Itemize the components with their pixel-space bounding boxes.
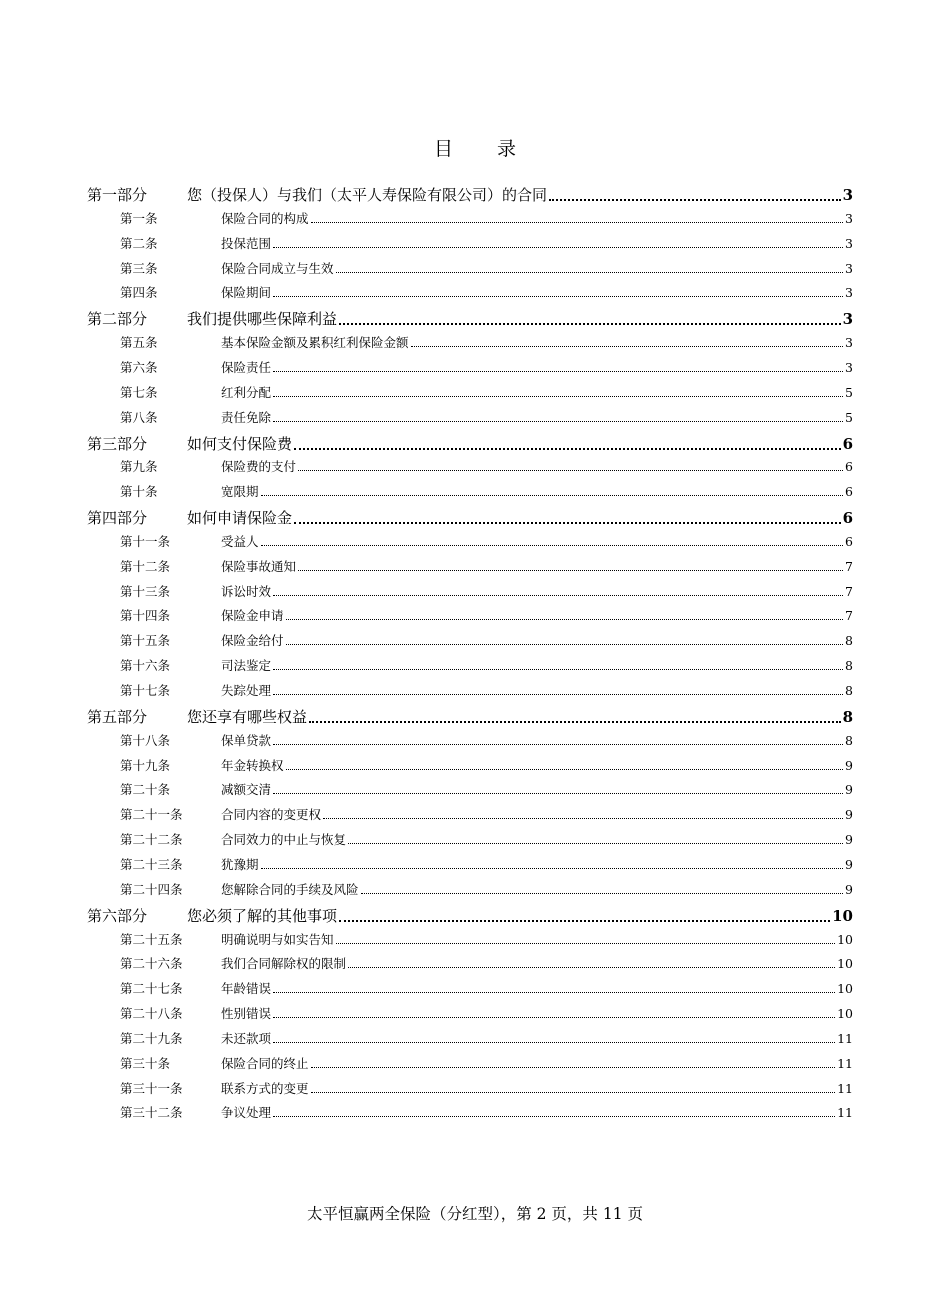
toc-article-entry[interactable] (120, 780, 853, 798)
toc-title-part1: 目 (433, 138, 453, 160)
toc-entry-page: 7 (845, 608, 853, 624)
toc-entry-number: 第二十二条 (120, 832, 183, 848)
dot-leader (549, 199, 841, 201)
toc-entry-number: 第一部分 (87, 186, 148, 204)
toc-entry-page: 7 (845, 583, 853, 599)
toc-article-entry[interactable] (120, 756, 853, 774)
toc-entry-page: 10 (837, 981, 853, 997)
toc-entry-page: 3 (845, 210, 853, 226)
toc-entry-page: 5 (845, 409, 853, 425)
toc-article-entry[interactable] (120, 557, 853, 575)
dot-leader (339, 323, 841, 325)
toc-entry-number: 第二十四条 (120, 881, 183, 897)
toc-entry-title: 联系方式的变更 (221, 1080, 309, 1096)
toc-entry-title: 保险金给付 (221, 633, 284, 649)
dot-leader (311, 1092, 836, 1093)
toc-entry-title: 争议处理 (221, 1105, 272, 1121)
toc-entry-page: 5 (845, 384, 853, 400)
toc-entry-title: 司法鉴定 (221, 658, 272, 674)
toc-entry-number: 第五部分 (87, 707, 148, 726)
toc-entry-page: 3 (842, 310, 853, 329)
toc-entry-number: 第二条 (120, 235, 158, 251)
toc-entry-number: 第二十七条 (120, 981, 183, 997)
toc-entry-number: 第四条 (120, 285, 158, 301)
toc-article-entry[interactable] (120, 358, 853, 376)
toc-entry-title: 您解除合同的手续及风险 (221, 881, 359, 897)
toc-article-entry[interactable] (120, 532, 853, 550)
toc-entry-title: 投保范围 (221, 235, 272, 251)
dot-leader (298, 470, 843, 471)
toc-article-entry[interactable] (120, 383, 853, 401)
toc-entry-title: 您还享有哪些权益 (187, 707, 308, 726)
toc-article-entry[interactable] (120, 805, 853, 823)
toc-article-entry[interactable] (120, 333, 853, 351)
toc-entry-title: 您（投保人）与我们（太平人寿保险有限公司）的合同 (187, 186, 548, 204)
toc-title (0, 134, 950, 161)
toc-entry-number: 第二十五条 (120, 931, 183, 947)
toc-entry-title: 年金转换权 (221, 757, 284, 773)
toc-entry-title: 未还款项 (221, 1030, 272, 1046)
toc-entry-page: 8 (845, 732, 853, 748)
dot-leader (286, 644, 844, 645)
toc-entry-number: 第七条 (120, 384, 158, 400)
toc-entry-title: 保险合同成立与生效 (221, 260, 334, 276)
toc-entry-title: 保险费的支付 (221, 459, 297, 475)
toc-article-entry[interactable] (120, 656, 853, 674)
toc-entry-page: 9 (845, 856, 853, 872)
toc-entry-page: 8 (842, 707, 853, 726)
toc-entry-number: 第六部分 (87, 906, 148, 925)
toc-entry-number: 第十四条 (120, 608, 171, 624)
toc-entry-page: 7 (845, 558, 853, 574)
dot-leader (273, 793, 843, 794)
dot-leader (273, 992, 835, 993)
toc-entry-page: 6 (842, 509, 853, 528)
toc-entry-title: 保险事故通知 (221, 558, 297, 574)
dot-leader (311, 1067, 836, 1068)
toc-entry-number: 第二十九条 (120, 1030, 183, 1046)
toc-entry-title: 保单贷款 (221, 732, 272, 748)
toc-entry-number: 第八条 (120, 409, 158, 425)
toc-entry-title: 合同效力的中止与恢复 (221, 832, 347, 848)
dot-leader (298, 570, 843, 571)
dot-leader (336, 943, 836, 944)
toc-entry-title: 责任免除 (221, 409, 272, 425)
toc-entry-page: 11 (837, 1080, 853, 1096)
toc-entry-number: 第十二条 (120, 558, 171, 574)
dot-leader (336, 272, 844, 273)
dot-leader (273, 1116, 835, 1117)
dot-leader (261, 495, 844, 496)
toc-article-entry[interactable] (120, 930, 853, 948)
dot-leader (294, 522, 841, 524)
toc-entry-title: 如何申请保险金 (187, 509, 293, 528)
toc-entry-page: 3 (845, 335, 853, 351)
toc-entry-number: 第九条 (120, 459, 158, 475)
toc-entry-number: 第四部分 (87, 509, 148, 528)
toc-entry-title: 合同内容的变更权 (221, 807, 322, 823)
toc-article-entry[interactable] (120, 283, 853, 301)
toc-entry-number: 第一条 (120, 210, 158, 226)
toc-entry-title: 宽限期 (221, 484, 259, 500)
toc-entry-page: 8 (845, 658, 853, 674)
toc-entry-number: 第五条 (120, 335, 158, 351)
toc-part-entry[interactable] (87, 184, 853, 205)
toc-entry-page: 6 (845, 484, 853, 500)
toc-article-entry[interactable] (120, 457, 853, 475)
toc-entry-number: 第三部分 (87, 434, 148, 453)
toc-entry-page: 9 (845, 807, 853, 823)
toc-entry-page: 10 (837, 956, 853, 972)
toc-article-entry[interactable] (120, 582, 853, 600)
toc-entry-title: 您必须了解的其他事项 (187, 906, 338, 925)
toc-entry-title: 红利分配 (221, 384, 272, 400)
dot-leader (294, 448, 841, 450)
toc-entry-page: 9 (845, 757, 853, 773)
dot-leader (361, 893, 844, 894)
toc-entry-number: 第二十一条 (120, 807, 183, 823)
toc-entry-number: 第二十条 (120, 782, 171, 798)
dot-leader (273, 669, 843, 670)
toc-article-entry[interactable] (120, 681, 853, 699)
toc-entry-page: 9 (845, 832, 853, 848)
toc-entry-number: 第二十八条 (120, 1006, 183, 1022)
dot-leader (273, 396, 843, 397)
toc-part-entry[interactable] (87, 507, 853, 528)
toc-entry-page: 3 (845, 285, 853, 301)
toc-entry-number: 第二十六条 (120, 956, 183, 972)
toc-entry-page: 8 (845, 683, 853, 698)
toc-entry-title: 如何支付保险费 (187, 434, 293, 453)
toc-article-entry[interactable] (120, 731, 853, 749)
toc-entry-number: 第三十二条 (120, 1105, 183, 1121)
dot-leader (286, 619, 844, 620)
toc-entry-title: 我们提供哪些保障利益 (187, 310, 338, 329)
dot-leader (261, 868, 844, 869)
toc-entry-page: 3 (845, 235, 853, 251)
toc-article-entry[interactable] (120, 259, 853, 277)
toc-entry-title: 明确说明与如实告知 (221, 931, 334, 947)
toc-entry-page: 6 (845, 533, 853, 549)
dot-leader (323, 818, 843, 819)
toc-entry-title: 犹豫期 (221, 856, 259, 872)
toc-entry-number: 第二十三条 (120, 856, 183, 872)
dot-leader (348, 843, 843, 844)
toc-entry-title: 保险合同的终止 (221, 1055, 309, 1071)
toc-entry-number: 第十六条 (120, 658, 171, 674)
toc-article-entry[interactable] (120, 606, 853, 624)
dot-leader (273, 247, 843, 248)
dot-leader (411, 346, 844, 347)
toc-title-part2: 录 (497, 138, 517, 160)
toc-entry-page: 11 (837, 1105, 853, 1121)
toc-entry-title: 基本保险金额及累积红利保险金额 (221, 335, 409, 351)
toc-article-entry[interactable] (120, 1079, 853, 1097)
toc-entry-page: 8 (845, 633, 853, 649)
toc-entry-number: 第十条 (120, 484, 158, 500)
toc-entry-title: 保险合同的构成 (221, 210, 309, 226)
toc-article-entry[interactable] (120, 408, 853, 426)
page-footer: 太平恒赢两全保险（分红型），第 2 页，共 11 页 (306, 1205, 644, 1223)
toc-entry-page: 6 (842, 434, 853, 453)
dot-leader (273, 1017, 835, 1018)
toc-entry-number: 第十一条 (120, 533, 171, 549)
dot-leader (273, 595, 843, 596)
toc-entry-number: 第三十一条 (120, 1080, 183, 1096)
toc-article-entry[interactable] (120, 1103, 853, 1121)
toc-entry-page: 11 (837, 1030, 853, 1046)
dot-leader (261, 545, 844, 546)
toc-article-entry[interactable] (120, 830, 853, 848)
toc-entry-number: 第二部分 (87, 310, 148, 329)
toc-entry-title: 减额交清 (221, 782, 272, 798)
toc-entry-page: 3 (845, 260, 853, 276)
dot-leader (273, 694, 843, 695)
toc-entry-title: 性别错误 (221, 1006, 272, 1022)
dot-leader (311, 222, 844, 223)
dot-leader (339, 920, 830, 922)
toc-entry-number: 第六条 (120, 359, 158, 375)
toc-entry-title: 保险责任 (221, 359, 272, 375)
toc-article-entry[interactable] (120, 482, 853, 500)
toc-article-entry[interactable] (120, 631, 853, 649)
dot-leader (273, 421, 843, 422)
toc-entry-page: 10 (837, 1006, 853, 1022)
toc-entry-title: 诉讼时效 (221, 583, 272, 599)
toc-entry-page: 11 (837, 1055, 853, 1071)
toc-entry-number: 第三条 (120, 260, 158, 276)
toc-article-entry[interactable] (120, 234, 853, 252)
toc-article-entry[interactable] (120, 855, 853, 873)
toc-article-entry[interactable] (120, 1054, 853, 1072)
toc-article-entry[interactable] (120, 954, 853, 972)
dot-leader (286, 769, 844, 770)
toc-article-entry[interactable] (120, 209, 853, 227)
toc-article-entry[interactable] (120, 979, 853, 997)
toc-entry-page: 9 (845, 782, 853, 798)
dot-leader (348, 967, 835, 968)
toc-entry-number: 第十三条 (120, 583, 171, 599)
toc-entry-number: 第十九条 (120, 757, 171, 773)
toc-entry-page: 3 (842, 186, 853, 204)
toc-entry-number: 第三十条 (120, 1055, 171, 1071)
toc-article-entry[interactable] (120, 1029, 853, 1047)
toc-entry-title: 受益人 (221, 533, 259, 549)
toc-entry-number: 第十八条 (120, 732, 171, 748)
toc-entry-title: 我们合同解除权的限制 (221, 956, 347, 972)
toc-entry-page: 3 (845, 359, 853, 375)
toc-entry-page: 9 (845, 881, 853, 897)
dot-leader (273, 371, 843, 372)
dot-leader (273, 744, 843, 745)
toc-article-entry[interactable] (120, 1004, 853, 1022)
toc-entry-number: 第十五条 (120, 633, 171, 649)
toc-entry-title: 保险金申请 (221, 608, 284, 624)
toc-entry-page: 10 (837, 931, 853, 947)
dot-leader (273, 1042, 835, 1043)
toc-entry-title: 失踪处理 (221, 683, 272, 698)
toc-part-entry[interactable] (87, 706, 853, 727)
toc-part-entry[interactable] (87, 905, 853, 926)
dot-leader (309, 721, 841, 723)
toc-part-entry[interactable] (87, 308, 853, 329)
toc-entry-title: 年龄错误 (221, 981, 272, 997)
dot-leader (273, 296, 843, 297)
toc-entry-page: 6 (845, 459, 853, 475)
toc-part-entry[interactable] (87, 433, 853, 454)
toc-entry-number: 第十七条 (120, 683, 171, 698)
toc-article-entry[interactable] (120, 880, 853, 898)
toc-entry-page: 10 (832, 906, 853, 925)
toc-entry-title: 保险期间 (221, 285, 272, 301)
